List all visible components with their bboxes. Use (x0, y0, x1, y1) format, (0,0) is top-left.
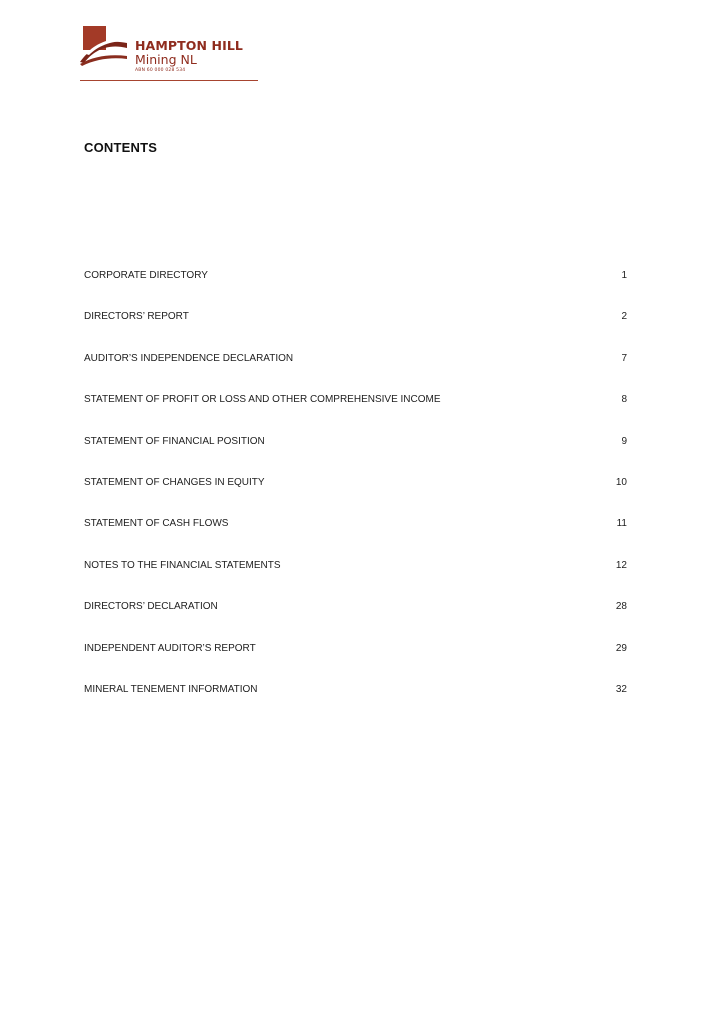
toc-entry-label: DIRECTORS’ DECLARATION (84, 601, 218, 613)
table-of-contents (84, 268, 627, 723)
company-subname: Mining NL (135, 51, 197, 67)
toc-entry-label: STATEMENT OF PROFIT OR LOSS AND OTHER COMPREHENSIVE INCOME (84, 394, 441, 406)
toc-row[interactable] (84, 392, 627, 433)
toc-page-number: 29 (615, 642, 627, 654)
toc-row[interactable] (84, 309, 627, 350)
toc-entry-label: INDEPENDENT AUDITOR’S REPORT (84, 642, 256, 654)
toc-entry-label: STATEMENT OF FINANCIAL POSITION (84, 435, 265, 447)
toc-page-number: 8 (621, 394, 627, 406)
toc-page-number: 28 (615, 601, 627, 613)
logo-text (135, 40, 243, 74)
toc-row[interactable] (84, 516, 627, 557)
toc-page-number: 7 (621, 352, 627, 364)
company-abn: ABN 60 000 028 534 (135, 68, 186, 73)
toc-entry-label: NOTES TO THE FINANCIAL STATEMENTS (84, 559, 281, 571)
header-divider (80, 80, 258, 81)
toc-entry-label: CORPORATE DIRECTORY (84, 270, 208, 281)
toc-page-number: 10 (615, 476, 627, 488)
toc-row[interactable] (84, 351, 627, 392)
toc-entry-label: STATEMENT OF CASH FLOWS (84, 518, 229, 530)
toc-entry-label: AUDITOR’S INDEPENDENCE DECLARATION (84, 352, 294, 364)
toc-entry-label: DIRECTORS’ REPORT (84, 311, 189, 323)
toc-page-number: 9 (621, 435, 627, 447)
toc-row[interactable] (84, 434, 627, 475)
company-name: HAMPTON HILL (135, 38, 243, 53)
hill-logo-icon (80, 26, 130, 68)
toc-row[interactable] (84, 268, 627, 309)
company-logo (80, 26, 260, 82)
toc-row[interactable] (84, 558, 627, 599)
toc-row[interactable] (84, 641, 627, 682)
toc-row[interactable] (84, 599, 627, 640)
toc-page-number: 1 (621, 270, 627, 281)
toc-entry-label: MINERAL TENEMENT INFORMATION (84, 683, 258, 695)
toc-page-number: 32 (615, 683, 627, 695)
page-title: CONTENTS (84, 140, 158, 155)
toc-row[interactable] (84, 475, 627, 516)
toc-row[interactable] (84, 682, 627, 723)
toc-page-number: 2 (621, 311, 627, 323)
toc-page-number: 11 (616, 518, 627, 530)
toc-entry-label: STATEMENT OF CHANGES IN EQUITY (84, 476, 265, 488)
toc-page-number: 12 (615, 559, 627, 571)
